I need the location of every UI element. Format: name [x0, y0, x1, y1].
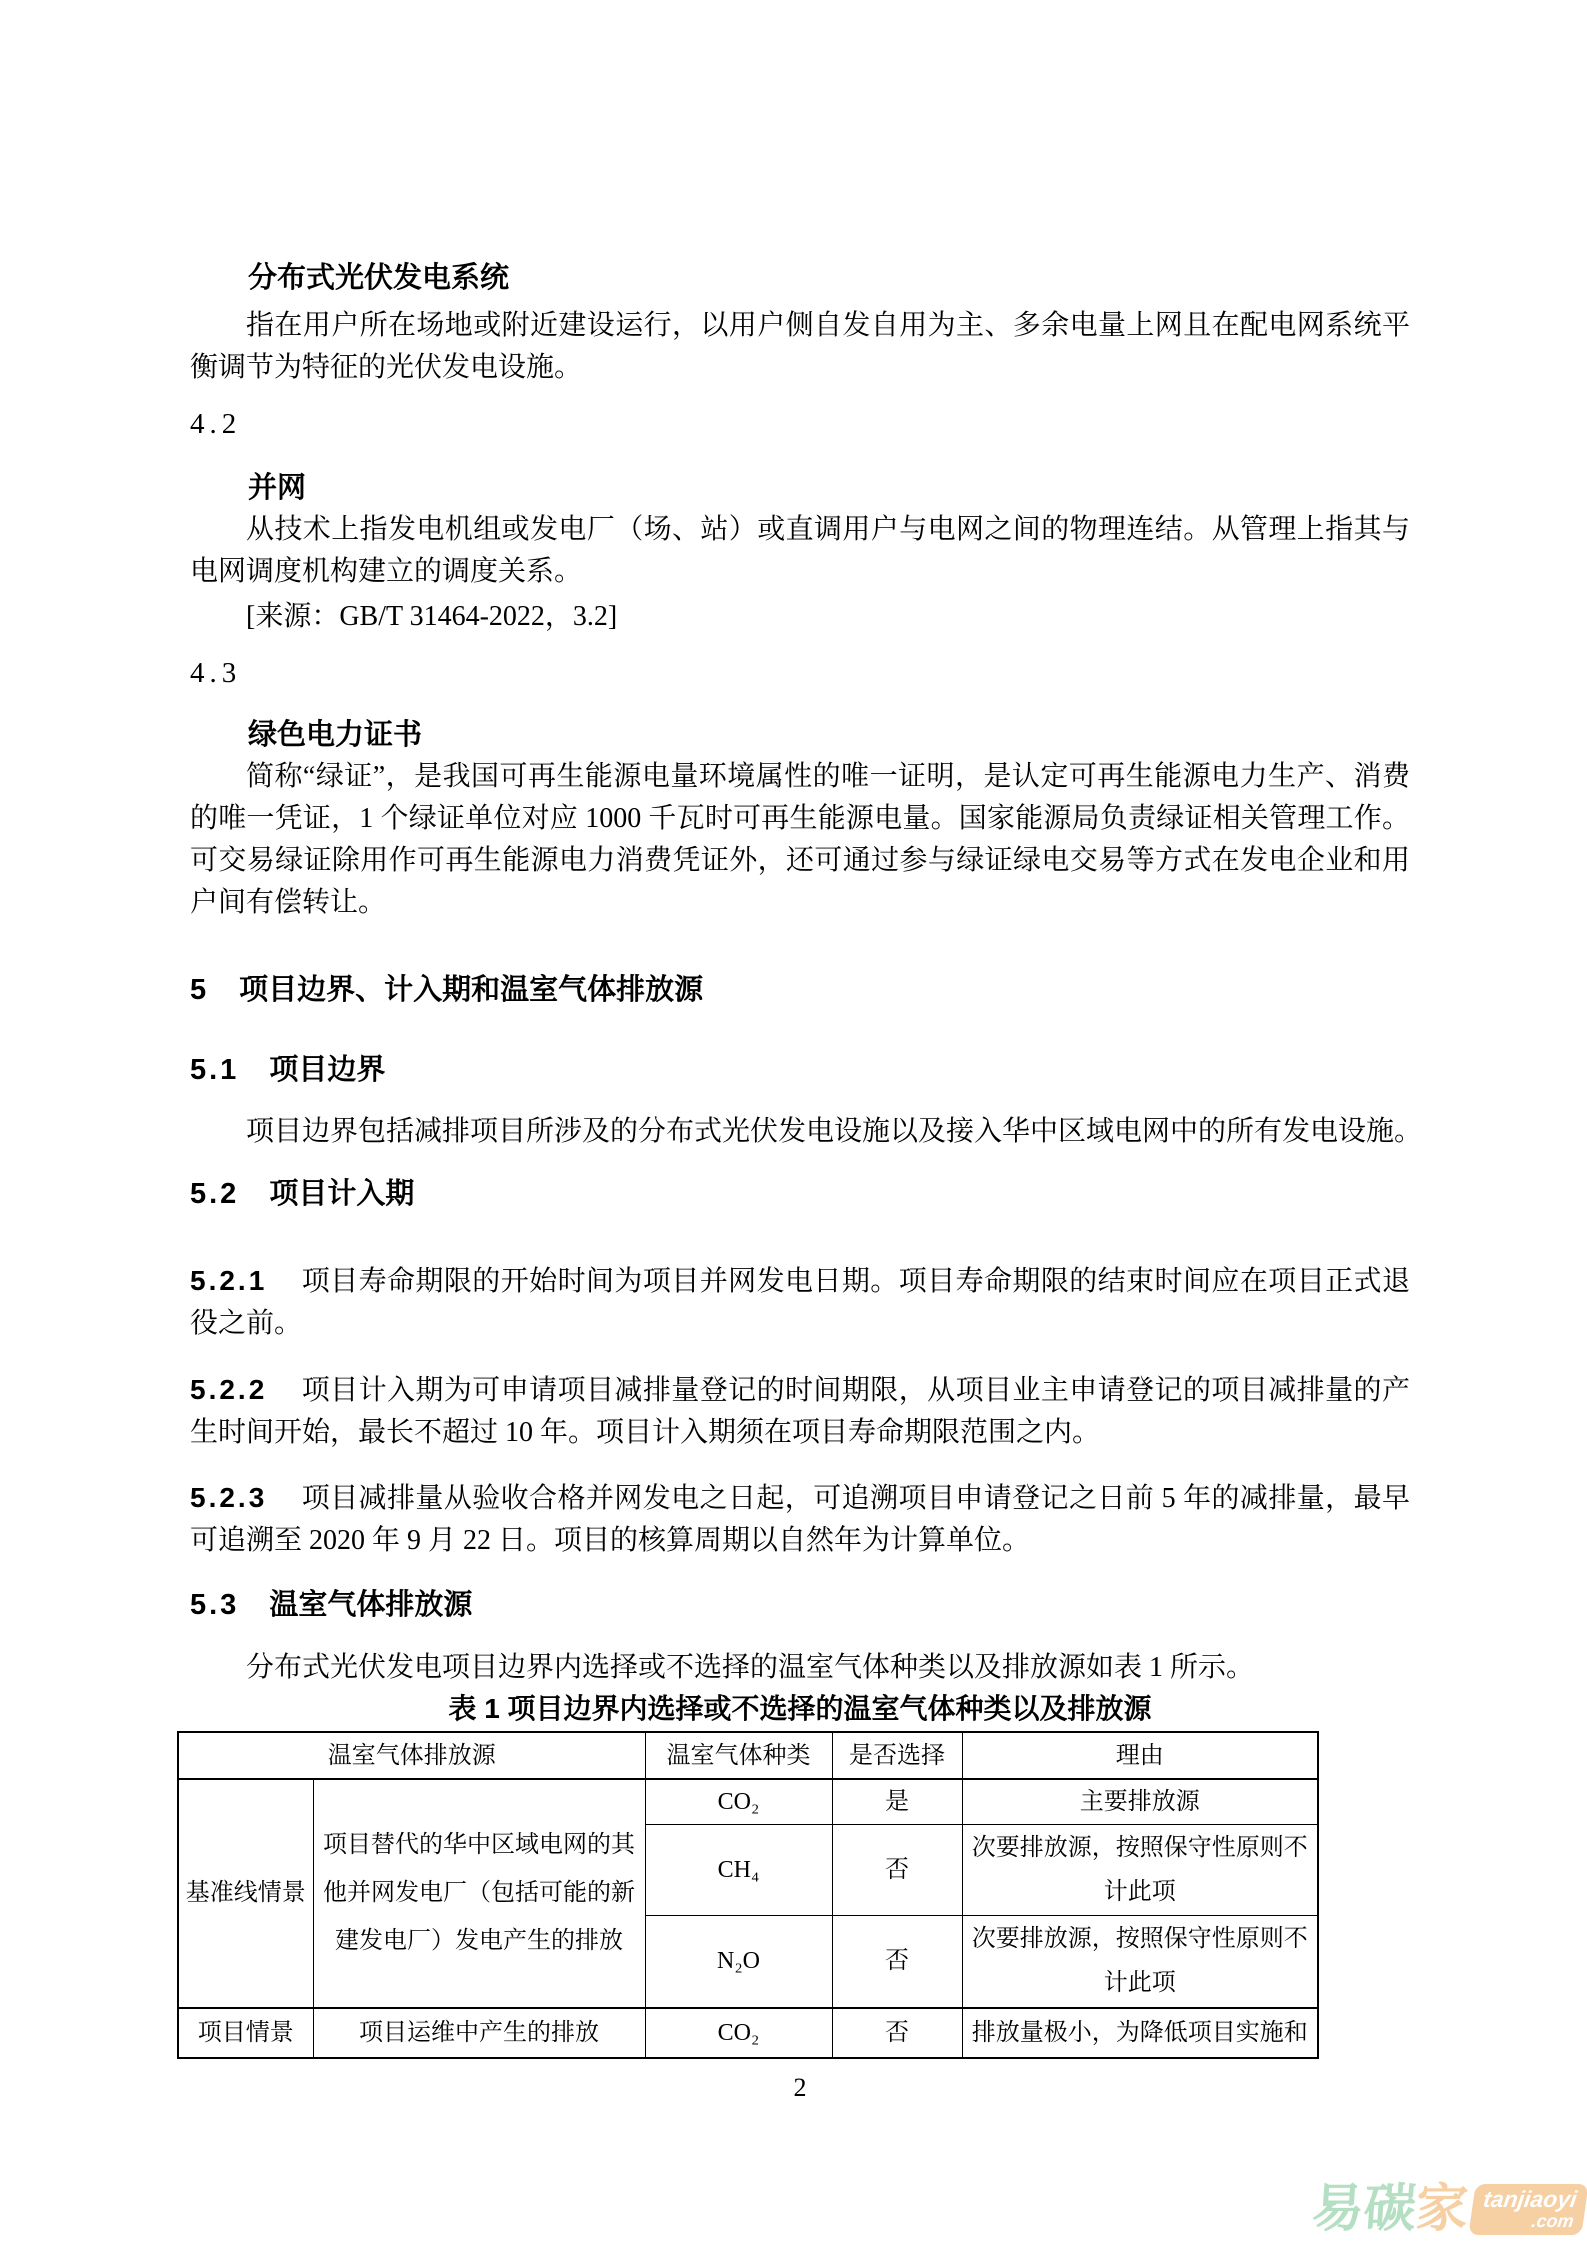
- clause-5-2-1-text: 项目寿命期限的开始时间为项目并网发电日期。项目寿命期限的结束时间应在项目正式退役之前。: [190, 1266, 1410, 1339]
- page-content: [185, 0, 1423, 2109]
- header-gas-type: 温室气体种类: [645, 1732, 832, 1779]
- cell-baseline-source: 项目替代的华中区域电网的其他并网发电厂（包括可能的新建发电厂）发电产生的排放: [313, 1779, 645, 2008]
- cell-reason-ch4: 次要排放源，按照保守性原则不计此项: [962, 1825, 1318, 1916]
- header-selected: 是否选择: [832, 1732, 962, 1779]
- table-row-project: [178, 2008, 1318, 2058]
- cell-reason-n2o: 次要排放源，按照保守性原则不计此项: [962, 1916, 1318, 2008]
- cell-baseline-scenario: 基准线情景: [178, 1779, 313, 2008]
- cell-selected-co2: 是: [832, 1779, 962, 1825]
- section-5-3-heading: [190, 1584, 1410, 1626]
- page-number: 2: [793, 2072, 807, 2102]
- section-5-3-title: 温室气体排放源: [269, 1589, 473, 1621]
- term-title-green-certificate: 绿色电力证书: [248, 719, 423, 751]
- cell-project-gas: CO₂: [645, 2008, 832, 2058]
- section-5-1-heading: [190, 1049, 1410, 1091]
- clause-5-2-2-text: 项目计入期为可申请项目减排量登记的时间期限，从项目业主申请登记的项目减排量的产生时间开始，最长不超过 10 年。项目计入期须在项目寿命期限范围之内。: [190, 1375, 1410, 1448]
- term-title-grid-connection: 并网: [248, 472, 307, 504]
- section-5-3-number: 5.3: [190, 1589, 240, 1621]
- section-5-2-heading: [190, 1173, 1410, 1215]
- clause-5-2-3-text: 项目减排量从验收合格并网发电之日起，可追溯项目申请登记之日前 5 年的减排量，最早可追溯至 2020 年 9 月 22 日。项目的核算周期以自然年为计算单位。: [190, 1483, 1410, 1556]
- term-title-distributed-pv-system: 分布式光伏发电系统: [248, 262, 510, 294]
- term-number-4-3: 4.3: [190, 657, 242, 689]
- clause-5-2-2-number: 5.2.2: [190, 1374, 268, 1405]
- table-row-baseline-co2: [178, 1779, 1318, 1825]
- cell-gas-co2: CO₂: [645, 1779, 832, 1825]
- section-5-1-number: 5.1: [190, 1054, 240, 1086]
- term-definition-grid-connection: 从技术上指发电机组或发电厂（场、站）或直调用户与电网之间的物理连结。从管理上指其与电网调度机构建立的调度关系。: [190, 514, 1410, 587]
- header-emission-source: 温室气体排放源: [178, 1732, 645, 1779]
- section-5-3-paragraph: 分布式光伏发电项目边界内选择或不选择的温室气体种类以及排放源如表 1 所示。: [246, 1652, 1255, 1683]
- cell-selected-ch4: 否: [832, 1825, 962, 1916]
- section-5-heading: [190, 969, 1410, 1011]
- section-5-2-number: 5.2: [190, 1178, 240, 1210]
- cell-project-scenario: 项目情景: [178, 2008, 313, 2058]
- term-source-reference: [来源：GB/T 31464-2022，3.2]: [246, 601, 618, 632]
- term-number-4-2: 4.2: [190, 408, 242, 440]
- term-definition-green-certificate: 简称“绿证”，是我国可再生能源电量环境属性的唯一证明，是认定可再生能源电力生产、消费的唯一凭证，1 个绿证单位对应 1000 千瓦时可再生能源电量。国家能源局负责绿证相关管理工作。可交易绿证除用作可再生能源电力消费凭证外，还可通过参与绿证绿电交易等方式在发电企业和用户间有偿转让。: [190, 761, 1410, 918]
- watermark-logo: [1309, 2180, 1585, 2238]
- clause-5-2-3: [190, 1477, 1410, 1562]
- cell-project-source: 项目运维中产生的排放: [313, 2008, 645, 2058]
- ghg-emission-sources-table: [177, 1731, 1319, 2059]
- section-5-1-paragraph: 项目边界包括减排项目所涉及的分布式光伏发电设施以及接入华中区域电网中的所有发电设施。: [246, 1116, 1423, 1147]
- term-definition-distributed-pv-system: 指在用户所在场地或附近建设运行，以用户侧自发自用为主、多余电量上网且在配电网系统平衡调节为特征的光伏发电设施。: [190, 310, 1410, 383]
- section-5-2-title: 项目计入期: [269, 1178, 415, 1210]
- table-header-row: [178, 1732, 1318, 1779]
- table-1-caption: 表 1 项目边界内选择或不选择的温室气体种类以及排放源: [448, 1693, 1152, 1724]
- cell-selected-n2o: 否: [832, 1916, 962, 2008]
- cell-gas-n2o: N₂O: [645, 1916, 832, 2008]
- section-5-number: 5: [190, 974, 210, 1006]
- clause-5-2-1: [190, 1260, 1410, 1345]
- section-5-title: 项目边界、计入期和温室气体排放源: [239, 974, 704, 1006]
- watermark-orange-character: 家: [1413, 2180, 1470, 2238]
- cell-project-reason: 排放量极小，为降低项目实施和: [962, 2008, 1318, 2058]
- section-5-1-title: 项目边界: [269, 1054, 386, 1086]
- cell-gas-ch4: CH₄: [645, 1825, 832, 1916]
- clause-5-2-1-number: 5.2.1: [190, 1265, 268, 1296]
- watermark-badge-tld: .com: [1529, 2210, 1575, 2231]
- cell-reason-co2: 主要排放源: [962, 1779, 1318, 1825]
- watermark-badge: [1468, 2184, 1587, 2235]
- watermark-badge-domain: tanjiaoyi: [1481, 2185, 1579, 2212]
- cell-project-selected: 否: [832, 2008, 962, 2058]
- clause-5-2-3-number: 5.2.3: [190, 1482, 268, 1513]
- clause-5-2-2: [190, 1369, 1410, 1454]
- header-reason: 理由: [962, 1732, 1318, 1779]
- watermark-green-characters: 易碳: [1309, 2180, 1418, 2238]
